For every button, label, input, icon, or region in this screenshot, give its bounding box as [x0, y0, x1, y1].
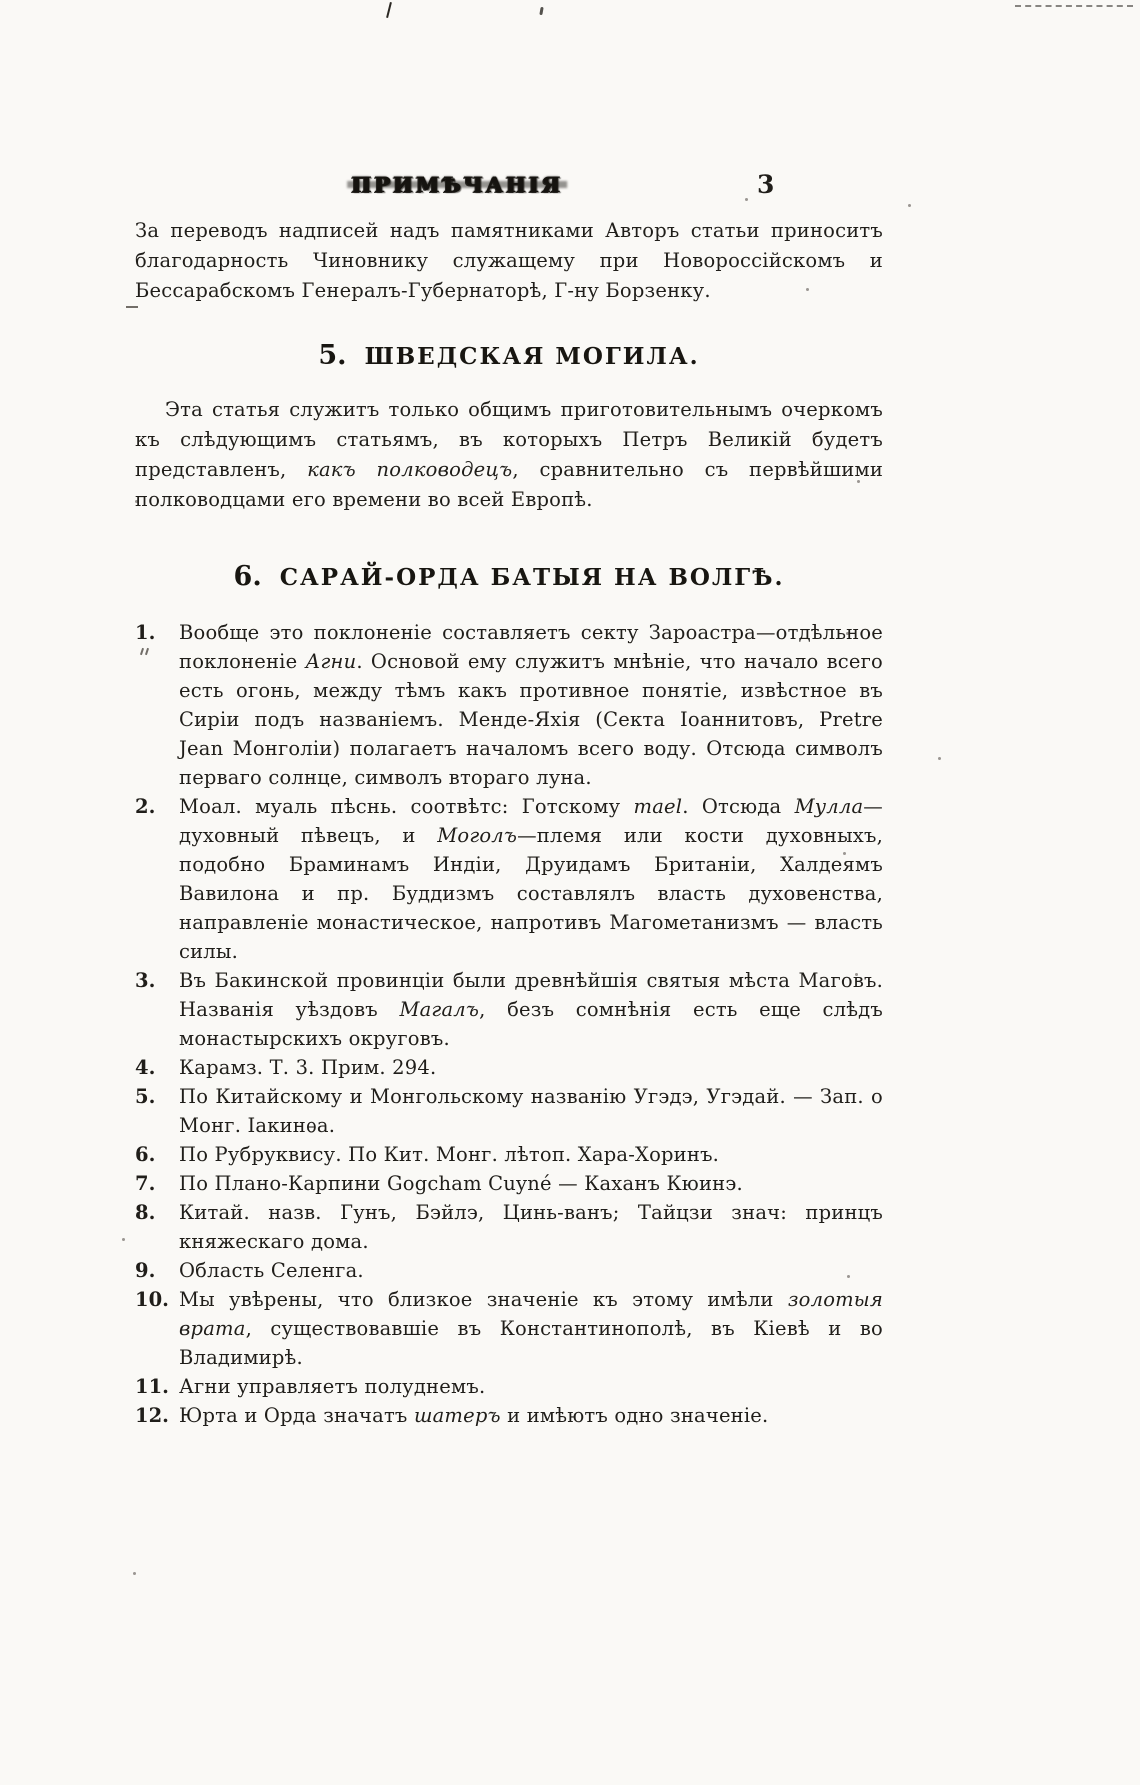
note-number: 9. — [135, 1259, 156, 1282]
scan-speck — [122, 1238, 125, 1241]
text-segment: Область Селенга. — [179, 1259, 364, 1282]
note-text — [179, 618, 883, 792]
text-segment: —духовный пѣвецъ, и — [179, 795, 883, 847]
note-text — [179, 1285, 883, 1372]
scan-speck — [938, 757, 941, 760]
text-segment: Агни управляетъ полуднемъ. — [179, 1375, 486, 1398]
page-header — [135, 172, 883, 208]
note-item — [135, 1285, 883, 1372]
section-6-number: 6. — [233, 561, 262, 592]
note-number: 7. — [135, 1172, 156, 1195]
note-text — [179, 792, 883, 966]
text-segment: Юрта и Орда значатъ — [179, 1404, 414, 1427]
note-item — [135, 966, 883, 1053]
note-number: 5. — [135, 1085, 156, 1108]
section-5-title: ШВЕДСКАЯ МОГИЛА. — [364, 343, 700, 370]
text-segment: По Китайскому и Монгольскому названію Угэдэ, Угэдай. — Зап. о Монг. Іакинѳа. — [179, 1085, 883, 1137]
text-segment: По Рубруквису. По Кит. Монг. лѣтоп. Хара-Хоринъ. — [179, 1143, 720, 1166]
note-number: 2. — [135, 795, 156, 818]
note-item — [135, 1372, 883, 1401]
note-number: 10. — [135, 1288, 169, 1311]
note-item — [135, 618, 883, 792]
text-segment: , безъ сомнѣнія есть еще слѣдъ монастырскихъ округовъ. — [179, 998, 883, 1050]
note-text — [179, 1082, 883, 1140]
note-text — [179, 1256, 883, 1285]
text-segment: . Основой ему служитъ мнѣніе, что начало всего есть огонь, между тѣмъ какъ противное понятіе, извѣстное въ Сиріи подъ названіемъ. Менде-Яхія (Секта Іоаннитовъ, Pretre Jean Монголіи) полагаетъ началомъ всего воду. Отсюда символъ перваго солнце, символъ втораго луна. — [179, 650, 883, 789]
scan-mark — [539, 7, 543, 15]
note-item — [135, 1082, 883, 1140]
note-text — [179, 1140, 883, 1169]
note-item — [135, 1053, 883, 1082]
note-number: 1. — [135, 621, 156, 644]
scan-mark — [386, 2, 392, 18]
text-segment: Магалъ — [399, 998, 480, 1021]
note-number: 8. — [135, 1201, 156, 1224]
scan-speck — [133, 1572, 136, 1575]
text-segment: , сравнительно съ первѣйшими полководцами его времени во всей Европѣ. — [135, 458, 884, 511]
text-segment: Мы увѣрены, что близкое значеніе къ этому имѣли — [179, 1288, 788, 1311]
text-segment: Эта статья служитъ только общимъ приготовительнымъ очеркомъ къ слѣдующимъ статьямъ, въ которыхъ Петръ Великій будетъ представленъ, — [135, 398, 883, 481]
page-content — [135, 172, 883, 1430]
text-segment: Моголъ — [437, 824, 518, 847]
text-segment: золотыя врата — [179, 1288, 883, 1340]
text-segment: mael — [633, 795, 683, 818]
text-segment: Моал. муаль пѣснь. соотвѣтс: Готскому — [179, 795, 634, 818]
text-segment: Агни — [305, 650, 357, 673]
note-item — [135, 1140, 883, 1169]
note-item — [135, 1256, 883, 1285]
note-number: 12. — [135, 1404, 169, 1427]
note-number: 3. — [135, 969, 156, 992]
section-6-title: САРАЙ-ОРДА БАТЫЯ НА ВОЛГѢ. — [279, 564, 785, 591]
text-segment: —племя или кости духовныхъ, подобно Браминамъ Индіи, Друидамъ Британіи, Халдеямъ Вавилона и пр. Буддизмъ составлялъ власть духовенства, направленіе монастическое, напротивъ Магометанизмъ — власть силы. — [179, 824, 883, 963]
note-number: 6. — [135, 1143, 156, 1166]
note-text — [179, 1053, 883, 1082]
text-segment: и имѣютъ одно значеніе. — [500, 1404, 769, 1427]
text-segment: какъ полководецъ — [307, 458, 513, 481]
page-number: 3 — [757, 170, 775, 199]
note-text — [179, 966, 883, 1053]
section-heading-5 — [135, 340, 883, 371]
note-number: 4. — [135, 1056, 156, 1079]
section-5-number: 5. — [318, 340, 347, 371]
scan-mark — [1015, 5, 1133, 7]
note-item — [135, 1401, 883, 1430]
text-segment: Въ Бакинской провинціи были древнѣйшія святыя мѣста Маговъ. Названія уѣздовъ — [179, 969, 883, 1021]
text-segment: шатеръ — [413, 1404, 501, 1427]
intro-paragraph: За переводъ надписей надъ памятниками Авторъ статьи приноситъ благодарность Чиновнику служащему при Новороссійскомъ и Бессарабскомъ Генералъ-Губернаторѣ, Г-ну Борзенку. — [135, 219, 883, 302]
scan-speck — [908, 204, 911, 207]
note-number: 11. — [135, 1375, 169, 1398]
running-title: ПРИМѢЧАНІЯ — [351, 172, 563, 197]
text-segment: По Плано-Карпини Gogcham Cuyné — Каханъ Кюинэ. — [179, 1172, 743, 1195]
note-item — [135, 1169, 883, 1198]
text-segment: Китай. назв. Гунъ, Бэйлэ, Цинь-ванъ; Тайцзи знач: принцъ княжескаго дома. — [179, 1201, 883, 1253]
note-text — [179, 1401, 883, 1430]
section-heading-6 — [135, 561, 883, 592]
text-segment: . Отсюда — [682, 795, 795, 818]
text-segment: Вообще это поклоненіе составляетъ секту Зароастра—отдѣльное поклоненіе — [179, 621, 883, 673]
text-segment: , существовавшіе въ Константинополѣ, въ Кіевѣ и во Владимирѣ. — [179, 1317, 883, 1369]
text-segment: Мулла — [794, 795, 864, 818]
note-item — [135, 792, 883, 966]
section-5-paragraph — [135, 395, 883, 515]
notes-list — [135, 618, 883, 1430]
note-text — [179, 1198, 883, 1256]
note-text — [179, 1169, 883, 1198]
text-segment: Карамз. Т. 3. Прим. 294. — [179, 1056, 437, 1079]
note-item — [135, 1198, 883, 1256]
note-text — [179, 1372, 883, 1401]
